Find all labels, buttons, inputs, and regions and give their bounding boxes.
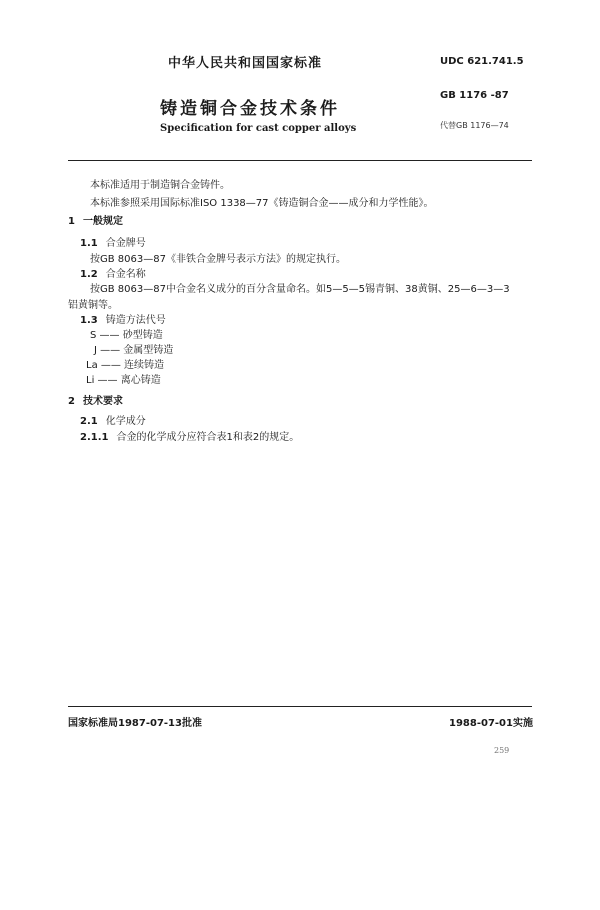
section-1-3-heading — [80, 311, 166, 326]
section-1-2-text: 按GB 8063—87中合金名义成分的百分含量命名。如5—5—5锡青铜、38黄铜、25—6—3—3 — [90, 284, 510, 295]
replaces-standard: 代替GB 1176—74 — [440, 121, 509, 130]
section-title: 合金名称 — [105, 269, 146, 280]
footer-rule — [68, 706, 532, 707]
intro-scope: 本标准适用于制造铜合金铸件。 — [90, 180, 230, 191]
section-1-1-heading — [80, 234, 146, 249]
page-number: 259 — [494, 746, 510, 755]
section-number: 1 — [68, 216, 75, 227]
casting-method-item: La —— 连续铸造 — [86, 360, 165, 371]
approval-date: 国家标准局1987-07-13批准 — [68, 718, 202, 729]
section-2-1-1-text — [80, 428, 299, 443]
section-1-heading — [68, 212, 123, 227]
section-text: 合金的化学成分应符合表1和表2的规定。 — [116, 432, 300, 443]
section-number: 2.1.1 — [80, 432, 109, 443]
section-1-2-heading — [80, 265, 146, 280]
section-1-2-text-cont: 铝黄铜等。 — [68, 300, 118, 311]
section-1-1-text: 按GB 8063—87《非铁合金牌号表示方法》的规定执行。 — [90, 254, 346, 265]
section-title: 铸造方法代号 — [105, 315, 166, 326]
casting-method-item: S —— 砂型铸造 — [90, 330, 163, 341]
header-rule — [68, 160, 532, 161]
effective-date: 1988-07-01实施 — [449, 718, 533, 729]
section-2-heading — [68, 392, 123, 407]
section-title: 技术要求 — [82, 396, 123, 407]
casting-method-item: Li —— 离心铸造 — [86, 375, 161, 386]
section-number: 1.3 — [80, 315, 98, 326]
standard-authority: 中华人民共和国国家标准 — [168, 56, 323, 71]
document-title-cn: 铸造铜合金技术条件 — [160, 99, 340, 119]
document-title-en: Specification for cast copper alloys — [160, 123, 357, 134]
intro-reference: 本标准参照采用国际标准ISO 1338—77《铸造铜合金——成分和力学性能》。 — [90, 198, 434, 209]
udc-code: UDC 621.741.5 — [440, 56, 524, 67]
section-number: 1.1 — [80, 238, 98, 249]
section-title: 一般规定 — [82, 216, 123, 227]
section-number: 2.1 — [80, 416, 98, 427]
section-title: 合金牌号 — [105, 238, 146, 249]
section-number: 1.2 — [80, 269, 98, 280]
section-2-1-heading — [80, 412, 146, 427]
casting-method-item: J —— 金属型铸造 — [94, 345, 174, 356]
section-number: 2 — [68, 396, 75, 407]
gb-number: GB 1176 -87 — [440, 90, 509, 101]
section-title: 化学成分 — [105, 416, 146, 427]
